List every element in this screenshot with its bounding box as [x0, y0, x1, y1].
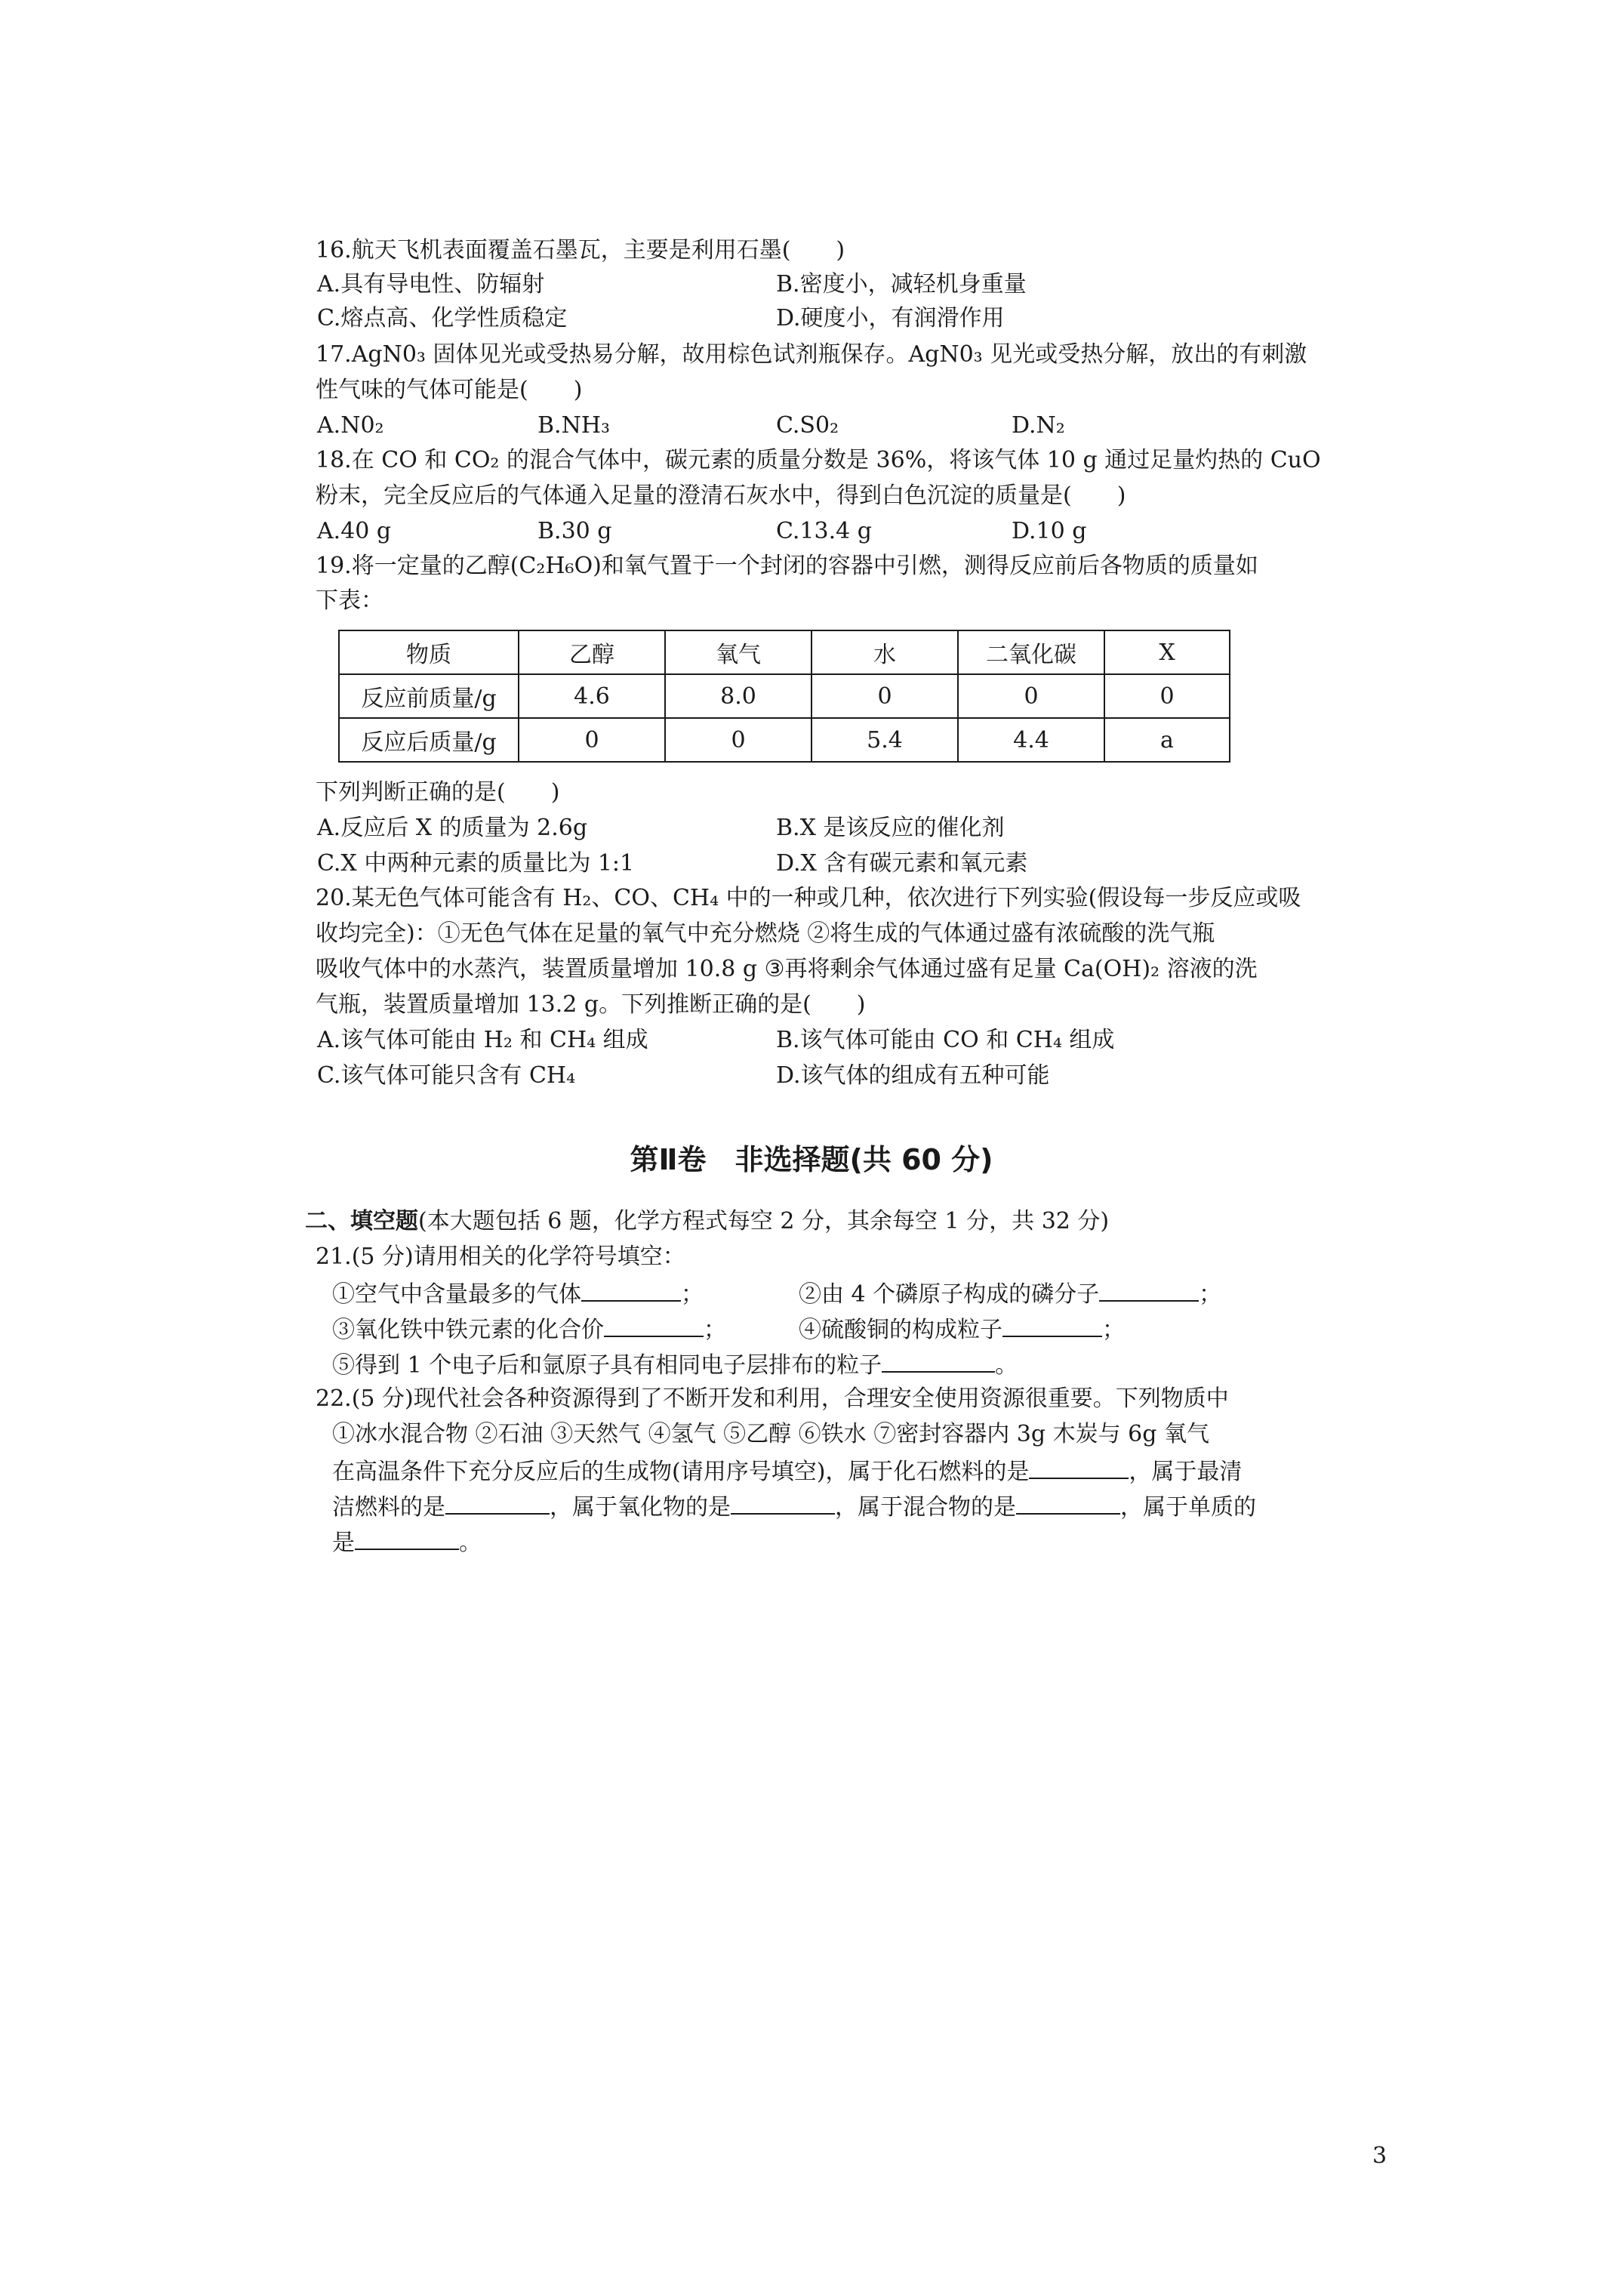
- q21-item-3-semicolon: ；: [704, 1317, 726, 1343]
- q19-option-d: D.X 含有碳元素和氧元素: [776, 850, 1028, 877]
- q20-stem-line2: 收均完全)：①无色气体在足量的氧气中充分燃烧 ②将生成的气体通过盛有浓硫酸的洗气瓶: [316, 920, 1215, 947]
- table-cell: 0: [665, 718, 812, 762]
- answer-blank[interactable]: [731, 1490, 835, 1515]
- q21-item-3: [332, 1313, 726, 1345]
- q22-line5-text-a: 是: [332, 1530, 355, 1556]
- q19-question: 下列判断正确的是( ): [316, 779, 560, 806]
- q21-stem: 21.(5 分)请用相关的化学符号填空：: [316, 1244, 685, 1270]
- q21-item-1: [332, 1277, 704, 1310]
- table-cell: 0: [519, 718, 665, 762]
- q21-item-1-semicolon: ；: [681, 1281, 704, 1308]
- q20-option-a: A.该气体可能由 H₂ 和 CH₄ 组成: [317, 1027, 648, 1053]
- part2-heading-bold: 二、填空题: [305, 1208, 418, 1234]
- q22-line5: [332, 1526, 482, 1556]
- q19-option-a: A.反应后 X 的质量为 2.6g: [317, 815, 588, 841]
- q21-item-4: [799, 1313, 1125, 1345]
- q21-item-5-period: 。: [995, 1352, 1018, 1379]
- part2-heading: [305, 1207, 1109, 1237]
- q20-option-d: D.该气体的组成有五种可能: [776, 1062, 1050, 1089]
- table-cell: a: [1104, 718, 1230, 762]
- q20-stem-line1: 20.某无色气体可能含有 H₂、CO、CH₄ 中的一种或几种，依次进行下列实验(假设每一步反应或吸: [316, 885, 1301, 911]
- q20-option-b: B.该气体可能由 CO 和 CH₄ 组成: [776, 1027, 1115, 1053]
- q21-item-4-label: ④硫酸铜的构成粒子: [799, 1317, 1002, 1343]
- table-header-cell: 二氧化碳: [958, 630, 1104, 674]
- table-header-cell: 氧气: [665, 630, 812, 674]
- q18-option-c: C.13.4 g: [776, 518, 872, 544]
- q16-option-d: D.硬度小，有润滑作用: [776, 305, 1005, 331]
- q17-option-b: B.NH₃: [537, 412, 611, 439]
- answer-blank[interactable]: [604, 1313, 704, 1337]
- q21-item-4-semicolon: ；: [1102, 1317, 1125, 1343]
- answer-blank[interactable]: [1029, 1455, 1129, 1479]
- answer-blank[interactable]: [445, 1490, 550, 1515]
- table-cell: 4.4: [958, 718, 1104, 762]
- q19-stem-line2: 下表：: [316, 587, 383, 614]
- q16-option-b: B.密度小，减轻机身重量: [776, 271, 1027, 297]
- q22-line4-text-d: ，属于单质的: [1120, 1494, 1256, 1521]
- q16-stem: 16.航天飞机表面覆盖石墨瓦，主要是利用石墨( ): [316, 237, 845, 264]
- q21-item-5-label: ⑤得到 1 个电子后和氩原子具有相同电子层排布的粒子: [332, 1352, 882, 1379]
- q17-stem-line2: 性气味的气体可能是( ): [316, 377, 583, 403]
- q16-option-a: A.具有导电性、防辐射: [317, 271, 545, 297]
- table-header-row: [339, 630, 1230, 674]
- q22-line4-text-a: 洁燃料的是: [332, 1494, 445, 1521]
- q22-line4-text-b: ，属于氧化物的是: [550, 1494, 731, 1521]
- q22-line3-text-a: 在高温条件下充分反应后的生成物(请用序号填空)，属于化石燃料的是: [332, 1459, 1030, 1485]
- table-header-cell: 水: [812, 630, 958, 674]
- table-cell: 4.6: [519, 674, 665, 718]
- table-cell: 0: [1104, 674, 1230, 718]
- q21-item-2-semicolon: ；: [1199, 1281, 1222, 1308]
- q18-stem-line2: 粉末，完全反应后的气体通入足量的澄清石灰水中，得到白色沉淀的质量是( ): [316, 482, 1126, 509]
- q19-option-c: C.X 中两种元素的质量比为 1:1: [317, 850, 635, 877]
- q19-mass-table: [338, 630, 1230, 763]
- q17-option-d: D.N₂: [1012, 412, 1065, 439]
- table-row: [339, 718, 1230, 762]
- q19-stem-line1: 19.将一定量的乙醇(C₂H₆O)和氧气置于一个封闭的容器中引燃，测得反应前后各物质的质量如: [316, 553, 1258, 579]
- part2-heading-rest: (本大题包括 6 题，化学方程式每空 2 分，其余每空 1 分，共 32 分): [418, 1208, 1110, 1234]
- q21-item-5: [332, 1348, 1018, 1381]
- q17-option-a: A.N0₂: [317, 412, 384, 439]
- q22-line4-text-c: ，属于混合物的是: [835, 1494, 1016, 1521]
- table-header-cell: 乙醇: [519, 630, 665, 674]
- answer-blank[interactable]: [882, 1348, 995, 1373]
- q16-option-c: C.熔点高、化学性质稳定: [317, 305, 568, 331]
- q20-stem-line4: 气瓶，装置质量增加 13.2 g。下列推断正确的是( ): [316, 991, 866, 1018]
- answer-blank[interactable]: [581, 1277, 681, 1302]
- answer-blank[interactable]: [355, 1526, 459, 1550]
- table-cell: 反应前质量/g: [339, 674, 519, 718]
- q21-item-2-label: ②由 4 个磷原子构成的磷分子: [799, 1281, 1100, 1308]
- page-number: 3: [1372, 2143, 1387, 2169]
- table-header-cell: X: [1104, 630, 1230, 674]
- q18-stem-line1: 18.在 CO 和 CO₂ 的混合气体中，碳元素的质量分数是 36%，将该气体 10 g 通过足量灼热的 CuO: [316, 447, 1321, 473]
- q22-line3-text-b: ，属于最清: [1129, 1459, 1243, 1485]
- q21-item-3-label: ③氧化铁中铁元素的化合价: [332, 1317, 604, 1343]
- q22-line2: ①冰水混合物 ②石油 ③天然气 ④氢气 ⑤乙醇 ⑥铁水 ⑦密封容器内 3g 木炭与 6g 氧气: [332, 1421, 1209, 1447]
- q21-item-1-label: ①空气中含量最多的气体: [332, 1281, 581, 1308]
- q22-line1: 22.(5 分)现代社会各种资源得到了不断开发和利用，合理安全使用资源很重要。下列物质中: [316, 1385, 1229, 1412]
- q18-option-a: A.40 g: [317, 518, 392, 544]
- q22-line3: [332, 1455, 1242, 1485]
- table-cell: 0: [812, 674, 958, 718]
- q22-line4: [332, 1490, 1256, 1521]
- q20-stem-line3: 吸收气体中的水蒸汽，装置质量增加 10.8 g ③再将剩余气体通过盛有足量 Ca(OH)₂ 溶液的洗: [316, 956, 1258, 982]
- table-cell: 反应后质量/g: [339, 718, 519, 762]
- section-title: 第Ⅱ卷 非选择题(共 60 分): [630, 1143, 993, 1176]
- q17-option-c: C.S0₂: [776, 412, 839, 439]
- q18-option-b: B.30 g: [537, 518, 612, 544]
- table-cell: 5.4: [812, 718, 958, 762]
- q18-option-d: D.10 g: [1012, 518, 1087, 544]
- q20-option-c: C.该气体可能只含有 CH₄: [317, 1062, 576, 1089]
- q21-item-2: [799, 1277, 1221, 1310]
- table-cell: 8.0: [665, 674, 812, 718]
- answer-blank[interactable]: [1002, 1313, 1102, 1337]
- table-header-cell: 物质: [339, 630, 519, 674]
- answer-blank[interactable]: [1016, 1490, 1120, 1515]
- q19-option-b: B.X 是该反应的催化剂: [776, 815, 1005, 841]
- q22-line5-text-b: 。: [459, 1530, 482, 1556]
- answer-blank[interactable]: [1099, 1277, 1199, 1302]
- q17-stem-line1: 17.AgN0₃ 固体见光或受热易分解，故用棕色试剂瓶保存。AgN0₃ 见光或受热分解，放出的有刺激: [316, 341, 1307, 368]
- table-row: [339, 674, 1230, 718]
- table-cell: 0: [958, 674, 1104, 718]
